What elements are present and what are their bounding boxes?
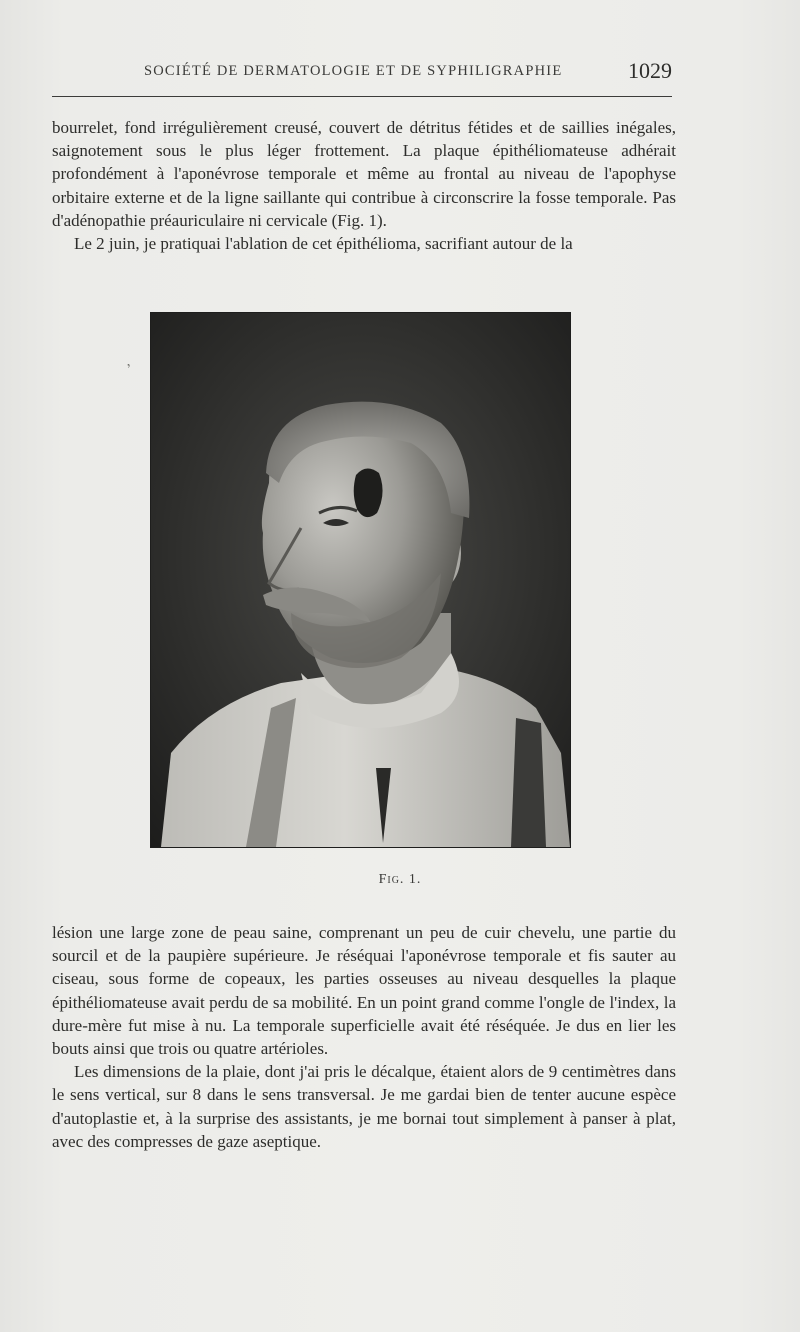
paragraph-1: bourrelet, fond irrégulièrement creusé, couvert de détritus fétides et de saillies inégales, saignotement sous le plus léger frottement. La plaque épithéliomateuse adhérait profondément à l'aponévrose temporale et même au frontal au niveau de l'apophyse orbitaire externe et de la ligne saillante qui contribue à circonscrire la fosse temporale. Pas d'adénopathie préauriculaire ni cervicale (Fig. 1).: [52, 118, 676, 230]
running-title: SOCIÉTÉ DE DERMATOLOGIE ET DE SYPHILIGRAPHIE: [144, 63, 563, 79]
figure-1-photograph: [150, 312, 571, 848]
text-block-top: [52, 116, 676, 255]
margin-mark: ʼ: [125, 361, 135, 378]
text-block-bottom: [52, 921, 676, 1153]
page-number: 1029: [628, 58, 672, 83]
paragraph-4: Les dimensions de la plaie, dont j'ai pris le décalque, étaient alors de 9 centimètres dans le sens vertical, sur 8 dans le sens transversal. Je me gardai bien de tenter aucune espèce d'autoplastie et, à la surprise des assistants, je me bornai tout simplement à panser à plat, avec des compresses de gaze aseptique.: [52, 1062, 676, 1151]
paragraph-3: lésion une large zone de peau saine, comprenant un peu de cuir chevelu, une partie du sourcil et de la paupière supérieure. Je réséquai l'aponévrose temporale et fis sauter au ciseau, sous forme de copeaux, les parties osseuses au niveau desquelles la plaque épithéliomateuse avait perdu de sa mobilité. En un point grand comme l'ongle de l'index, la dure-mère fut mise à nu. La temporale superficielle avait été réséquée. Je dus en lier les bouts ainsi que trois ou quatre artérioles.: [52, 923, 676, 1059]
figure-caption: Fig. 1.: [378, 872, 422, 887]
paragraph-2: Le 2 juin, je pratiquai l'ablation de cet épithélioma, sacrifiant autour de la: [74, 234, 573, 254]
running-head: [52, 58, 672, 88]
header-rule: [52, 96, 672, 97]
portrait-photo-illustration: [151, 313, 570, 847]
